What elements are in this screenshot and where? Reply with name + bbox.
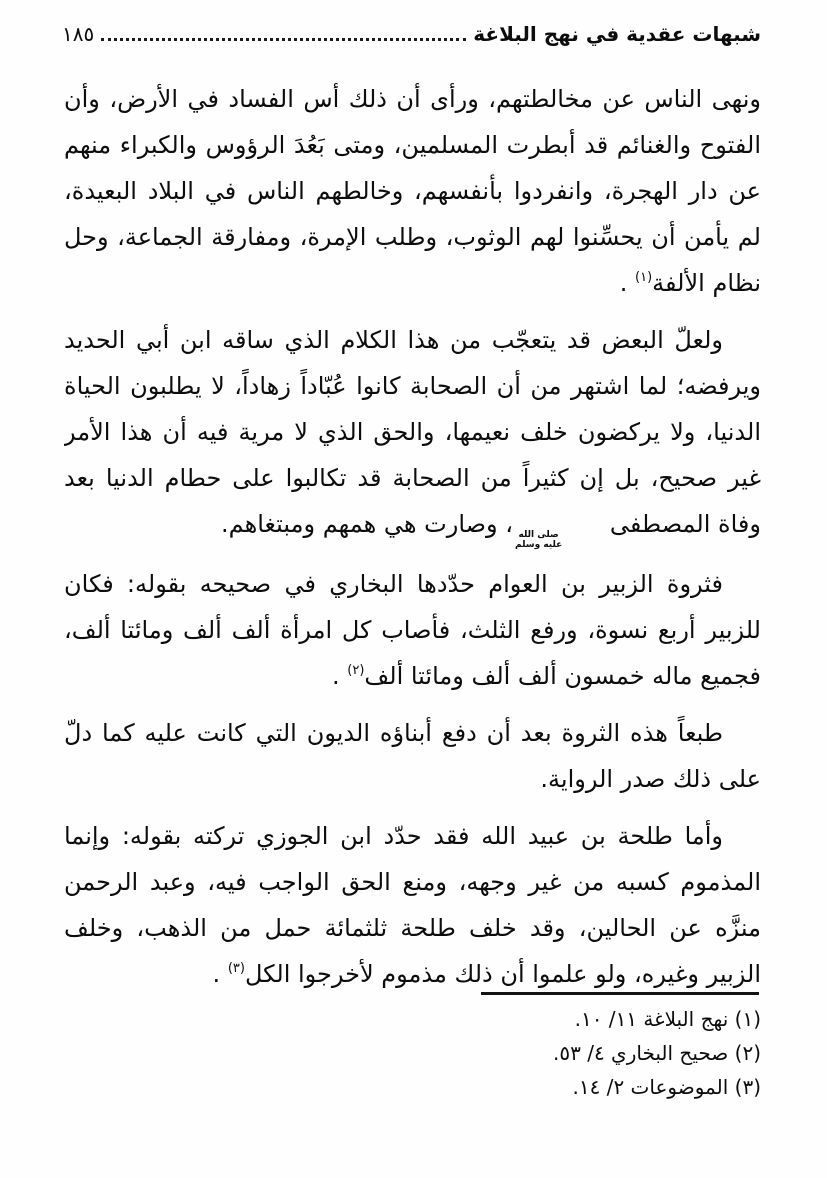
page-number: ١٨٥ [62,22,95,46]
footnote-2 [421,1036,761,1070]
footnote-1-marker: (١) [734,1007,761,1031]
dotted-leader [101,38,466,41]
honorific-saw-symbol [515,530,600,550]
footnote-2-marker: (٢) [734,1041,761,1065]
paragraph-5 [64,813,761,997]
footnote-separator [481,992,759,995]
running-title: شبهات عقدية في نهج البلاغة [473,22,761,46]
footnote-1-text: نهج البلاغة ١١/ ١٠. [574,1007,729,1031]
honorific-line-2: عليه وسلم [515,540,563,550]
paragraph-5-text: وأما طلحة بن عبيد الله فقد حدّد ابن الجوزي تركته بقوله: وإنما المذموم كسبه من غير وجهه، ومنع الحق الواجب فيه، وعبد الرحمن منزَّه عن الحالين، وقد خلف طلحة ثلثمائة حمل من الذهب، وخلف الزبير وغيره، ولو علموا أن ذلك مذموم لأخرجوا الكل [64,822,761,988]
page-body [64,76,761,1006]
footnotes-section [421,992,761,1104]
footnote-2-text: صحيح البخاري ٤/ ٥٣. [553,1041,729,1065]
footnote-3 [421,1070,761,1104]
paragraph-2-text: ولعلّ البعض قد يتعجّب من هذا الكلام الذي ساقه ابن أبي الحديد ويرفضه؛ لما اشتهر من أن الصحابة كانوا عُبّاداً زهاداً، لا يطلبون الحياة الدنيا، ولا يركضون خلف نعيمها، والحق الذي لا مرية فيه أن هذا الأمر غير صحيح، بل إن كثيراً من الصحابة قد تكالبوا على حطام الدنيا بعد وفاة المصطفى [64,326,761,538]
paragraph-4-text: طبعاً هذه الثروة بعد أن دفع أبناؤه الديون التي كانت عليه كما دلّ على ذلك صدر الرواية. [64,719,761,793]
footnote-3-text: الموضوعات ٢/ ١٤. [572,1075,729,1099]
paragraph-5-tail: . [212,960,228,988]
footnote-1 [421,1002,761,1036]
paragraph-1 [64,76,761,306]
paragraph-3-tail: . [332,662,348,690]
footnote-3-marker: (٣) [734,1075,761,1099]
paragraph-2-text-after: ، وصارت هي همهم ومبتغاهم. [220,510,514,538]
honorific-line-1: صلى الله [518,530,559,540]
running-header [62,22,761,46]
paragraph-1-tail: . [619,269,636,297]
paragraph-4 [64,710,761,802]
paragraph-1-text: ونهى الناس عن مخالطتهم، ورأى أن ذلك أس الفساد في الأرض، وأن الفتوح والغنائم قد أبطرت المسلمين، ومتى بَعُدَ الرؤوس والكبراء منهم عن دار الهجرة، وانفردوا بأنفسهم، وخالطهم الناس في البلاد البعيدة، لم يأمن أن يحسِّنوا لهم الوثوب، وطلب الإمرة، ومفارقة الجماعة، وحل نظام الألفة [64,85,761,297]
footnote-ref-3: (٣) [227,961,245,976]
paragraph-3-text: فثروة الزبير بن العوام حدّدها البخاري في صحيحه بقوله: فكان للزبير أربع نسوة، ورفع الثلث، فأصاب كل امرأة ألف ألف ومائتا ألف، فجميع ماله خمسون ألف ألف ومائتا ألف [64,570,761,690]
paragraph-2 [64,317,761,550]
footnote-ref-2: (٢) [347,663,365,678]
footnote-ref-1: (١) [635,270,653,285]
paragraph-3 [64,561,761,699]
